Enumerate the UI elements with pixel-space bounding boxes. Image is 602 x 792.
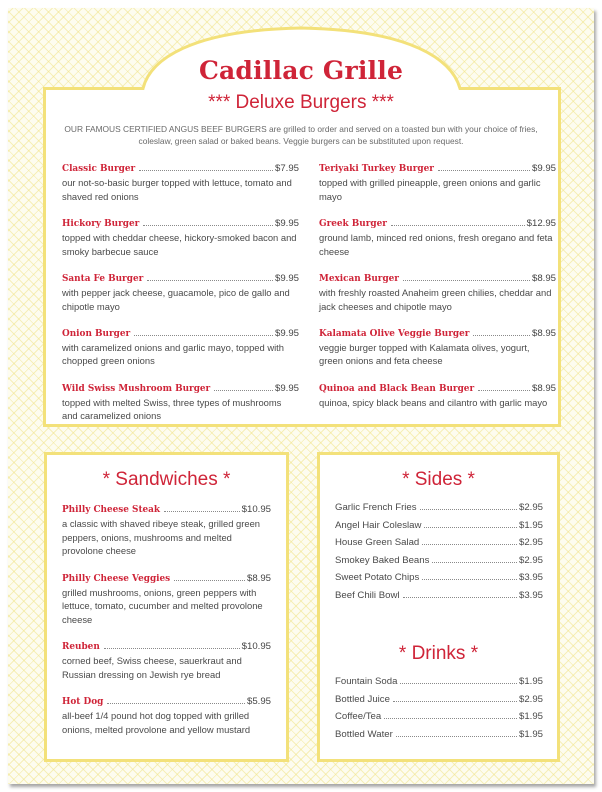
item-price: $2.95 xyxy=(518,537,543,549)
item-name: Sweet Potato Chips xyxy=(335,572,420,584)
item-price: $8.95 xyxy=(246,572,271,584)
menu-item xyxy=(335,520,543,538)
item-description: with pepper jack cheese, guacamole, pico de gallo and chipotle mayo xyxy=(62,286,290,312)
menu-item xyxy=(62,327,299,368)
item-price: $9.95 xyxy=(274,272,299,284)
menu-item xyxy=(335,711,543,729)
section-title-sandwiches: * Sandwiches * xyxy=(102,469,231,490)
item-price: $2.95 xyxy=(518,693,543,705)
section-title-drinks: * Drinks * xyxy=(398,643,479,664)
dot-leader xyxy=(164,510,240,512)
item-price: $3.95 xyxy=(518,572,543,584)
item-name: Angel Hair Coleslaw xyxy=(335,519,422,531)
dot-leader xyxy=(403,279,530,281)
sandwiches-panel xyxy=(44,452,289,762)
item-price: $3.95 xyxy=(518,589,543,601)
item-price: $1.95 xyxy=(518,676,543,687)
dot-leader xyxy=(403,596,517,598)
menu-item xyxy=(335,590,543,608)
dot-leader xyxy=(422,578,517,580)
dot-leader xyxy=(393,700,517,702)
dot-leader xyxy=(147,279,273,281)
dot-leader xyxy=(478,389,530,391)
menu-item xyxy=(335,572,543,590)
menu-item xyxy=(62,162,299,203)
item-name: Coffee/Tea xyxy=(335,711,382,723)
item-price: $9.95 xyxy=(274,327,299,339)
section-title-sides: * Sides * xyxy=(402,469,475,490)
burgers-right-column xyxy=(319,162,556,423)
item-description: with freshly roasted Anaheim green chilies, cheddar and jack cheeses and chipotle mayo xyxy=(319,286,552,312)
item-description: veggie burger topped with Kalamata olives, yogurt, green onions and feta cheese xyxy=(319,341,530,367)
item-description: ground lamb, minced red onions, fresh oregano and feta cheese xyxy=(319,231,553,257)
item-name: Reuben xyxy=(62,642,100,653)
dot-leader xyxy=(139,169,273,171)
dot-leader xyxy=(400,682,517,684)
item-name: Philly Cheese Veggies xyxy=(62,573,171,584)
menu-item xyxy=(62,640,271,681)
item-price: $8.95 xyxy=(531,272,556,284)
item-price: $8.95 xyxy=(531,382,556,394)
item-price: $10.95 xyxy=(241,641,271,653)
dot-leader xyxy=(391,224,525,226)
item-description: a classic with shaved ribeye steak, grilled green peppers, onions, mushrooms and melted provolone cheese xyxy=(62,518,261,557)
item-description: our not-so-basic burger topped with lettuce, tomato and shaved red onions xyxy=(62,177,292,202)
item-name: Onion Burger xyxy=(62,328,131,339)
dot-leader xyxy=(143,224,273,226)
menu-item xyxy=(62,217,299,258)
dot-leader xyxy=(107,702,245,704)
item-name: House Green Salad xyxy=(335,537,420,549)
menu-item xyxy=(62,503,271,558)
item-price: $1.95 xyxy=(518,728,543,740)
item-price: $1.95 xyxy=(518,711,543,723)
drinks-list xyxy=(335,676,543,746)
item-description: quinoa, spicy black beans and cilantro with garlic mayo xyxy=(319,396,548,408)
restaurant-title: Cadillac Grille xyxy=(198,56,404,85)
item-price: $5.95 xyxy=(246,696,271,708)
menu-item xyxy=(335,676,543,694)
item-description: with caramelized onions and garlic mayo, topped with chopped green onions xyxy=(62,341,284,367)
item-price: $1.95 xyxy=(518,519,543,531)
item-price: $9.95 xyxy=(274,217,299,229)
dot-leader xyxy=(422,543,517,545)
item-name: Fountain Soda xyxy=(335,676,398,687)
item-name: Philly Cheese Steak xyxy=(62,505,161,515)
menu-item xyxy=(62,272,299,313)
item-name: Mexican Burger xyxy=(319,273,399,284)
dot-leader xyxy=(424,526,517,528)
dot-leader xyxy=(396,735,517,737)
menu-item xyxy=(319,162,556,203)
item-name: Beef Chili Bowl xyxy=(335,589,400,601)
item-name: Garlic French Fries xyxy=(335,502,417,513)
dot-leader xyxy=(473,334,530,336)
item-price: $10.95 xyxy=(241,504,271,515)
item-name: Smokey Baked Beans xyxy=(335,554,430,566)
menu-item xyxy=(335,502,543,520)
menu-item xyxy=(335,729,543,747)
menu-item xyxy=(319,272,556,313)
menu-item xyxy=(335,537,543,555)
dot-leader xyxy=(420,508,517,510)
dot-leader xyxy=(438,169,530,171)
item-name: Hickory Burger xyxy=(62,218,140,229)
item-price: $9.95 xyxy=(274,382,299,394)
item-description: grilled mushrooms, onions, green peppers with lettuce, tomato, cucumber and melted provolone cheese xyxy=(62,586,263,626)
item-description: topped with melted Swiss, three types of mushrooms and caramelized onions xyxy=(62,396,282,422)
menu-item xyxy=(62,695,271,736)
menu-item xyxy=(62,572,271,627)
item-price: $9.95 xyxy=(531,163,556,174)
dot-leader xyxy=(104,647,240,649)
menu-item xyxy=(62,382,299,423)
dot-leader xyxy=(432,561,517,563)
item-name: Wild Swiss Mushroom Burger xyxy=(62,383,211,394)
item-description: topped with grilled pineapple, green onions and garlic mayo xyxy=(319,177,541,202)
item-name: Bottled Juice xyxy=(335,693,390,705)
item-name: Classic Burger xyxy=(62,164,136,174)
item-name: Quinoa and Black Bean Burger xyxy=(319,383,475,394)
item-description: all-beef 1/4 pound hot dog topped with grilled onions, melted provolone and yellow mustard xyxy=(62,710,251,735)
item-name: Kalamata Olive Veggie Burger xyxy=(319,328,470,339)
item-name: Hot Dog xyxy=(62,697,104,708)
item-name: Greek Burger xyxy=(319,218,387,229)
menu-item xyxy=(335,694,543,712)
item-price: $2.95 xyxy=(518,554,543,566)
sides-drinks-panel xyxy=(317,452,560,762)
menu-item xyxy=(319,382,556,410)
item-price: $2.95 xyxy=(518,502,543,513)
dot-leader xyxy=(134,334,273,336)
item-price: $7.95 xyxy=(274,163,299,174)
dot-leader xyxy=(174,579,245,581)
dot-leader xyxy=(214,389,273,391)
item-price: $12.95 xyxy=(526,217,556,229)
item-name: Teriyaki Turkey Burger xyxy=(319,164,434,174)
burgers-intro: OUR FAMOUS CERTIFIED ANGUS BEEF BURGERS are grilled to order and served on a toasted bun with your choice of fries, coleslaw, green salad or baked beans. Veggie burgers can be substituted upon request. xyxy=(64,124,538,146)
item-price: $8.95 xyxy=(531,327,556,339)
item-description: corned beef, Swiss cheese, sauerkraut and Russian dressing on Jewish rye bread xyxy=(62,655,242,680)
item-description: topped with cheddar cheese, hickory-smoked bacon and smoky barbecue sauce xyxy=(62,231,297,257)
sandwiches-list xyxy=(62,503,271,750)
item-name: Bottled Water xyxy=(335,728,393,740)
menu-item xyxy=(335,555,543,573)
item-name: Santa Fe Burger xyxy=(62,273,144,284)
burgers-left-column xyxy=(62,162,299,437)
sides-list xyxy=(335,502,543,608)
dot-leader xyxy=(384,717,517,719)
menu-item xyxy=(319,217,556,258)
menu-item xyxy=(319,327,556,368)
section-title-burgers: *** Deluxe Burgers *** xyxy=(208,92,394,113)
